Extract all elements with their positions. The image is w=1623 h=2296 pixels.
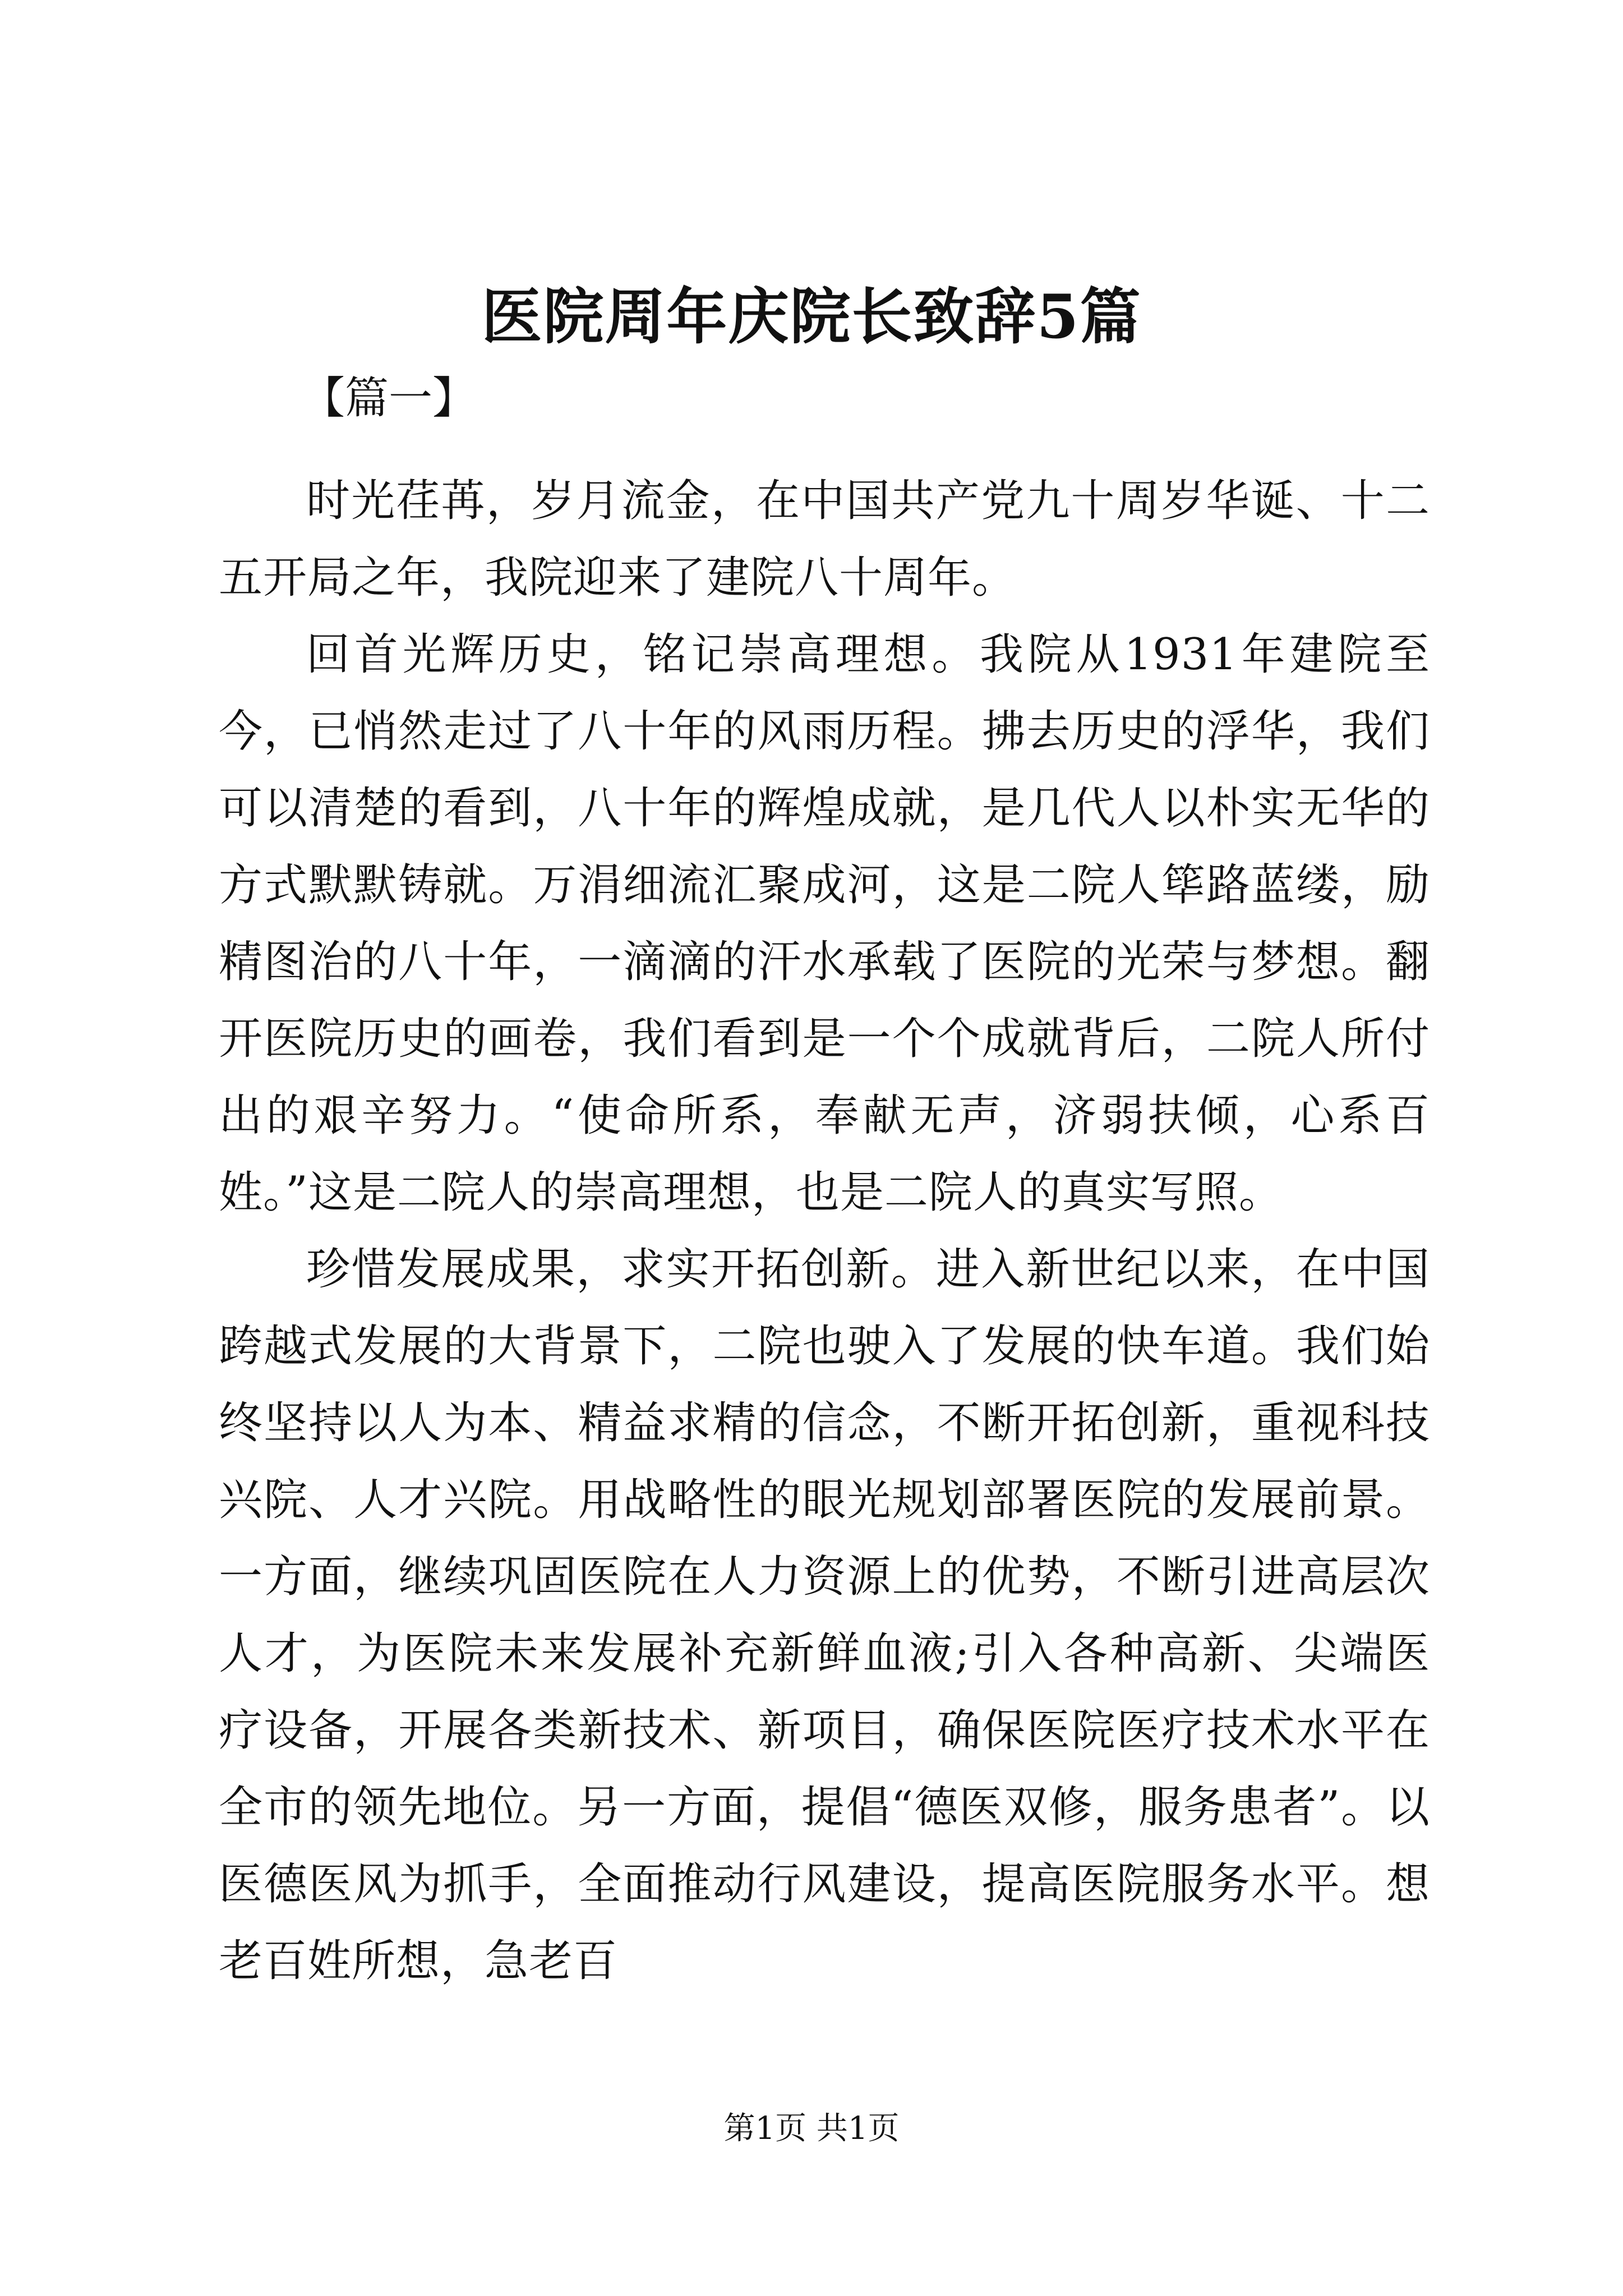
page-footer: 第1页 共1页 — [723, 2110, 900, 2147]
section-heading: 【篇一】 — [301, 373, 477, 424]
paragraph-3: 珍惜发展成果，求实开拓创新。进入新世纪以来，在中国跨越式发展的大背景下，二院也驶入了发展的快车道。我们始终坚持以人为本、精益求精的信念，不断开拓创新，重视科技兴院、人才兴院。用战略性的眼光规划部署医院的发展前景。一方面，继续巩固医院在人力资源上的优势，不断引进高层次人才，为医院未来发展补充新鲜血液;引入各种高新、尖端医疗设备，开展各类新技术、新项目，确保医院医疗技术水平在全市的领先地位。另一方面，提倡“德医双修，服务患者”。以医德医风为抓手，全面推动行风建设，提高医院服务水平。想老百姓所想，急老百 — [219, 1244, 1430, 1986]
document-body — [219, 463, 1430, 2000]
paragraph-1: 时光荏苒，岁月流金，在中国共产党九十周岁华诞、十二五开局之年，我院迎来了建院八十周年。 — [219, 476, 1430, 603]
paragraph-2: 回首光辉历史，铭记崇高理想。我院从1931年建院至今，已悄然走过了八十年的风雨历程。拂去历史的浮华，我们可以清楚的看到，八十年的辉煌成就，是几代人以朴实无华的方式默默铸就。万涓细流汇聚成河，这是二院人筚路蓝缕，励精图治的八十年，一滴滴的汗水承载了医院的光荣与梦想。翻开医院历史的画卷，我们看到是一个个成就背后，二院人所付出的艰辛努力。“使命所系，奉献无声，济弱扶倾，心系百姓。”这是二院人的崇高理想，也是二院人的真实写照。 — [219, 629, 1430, 1218]
document-title: 医院周年庆院长致辞5篇 — [481, 282, 1142, 352]
